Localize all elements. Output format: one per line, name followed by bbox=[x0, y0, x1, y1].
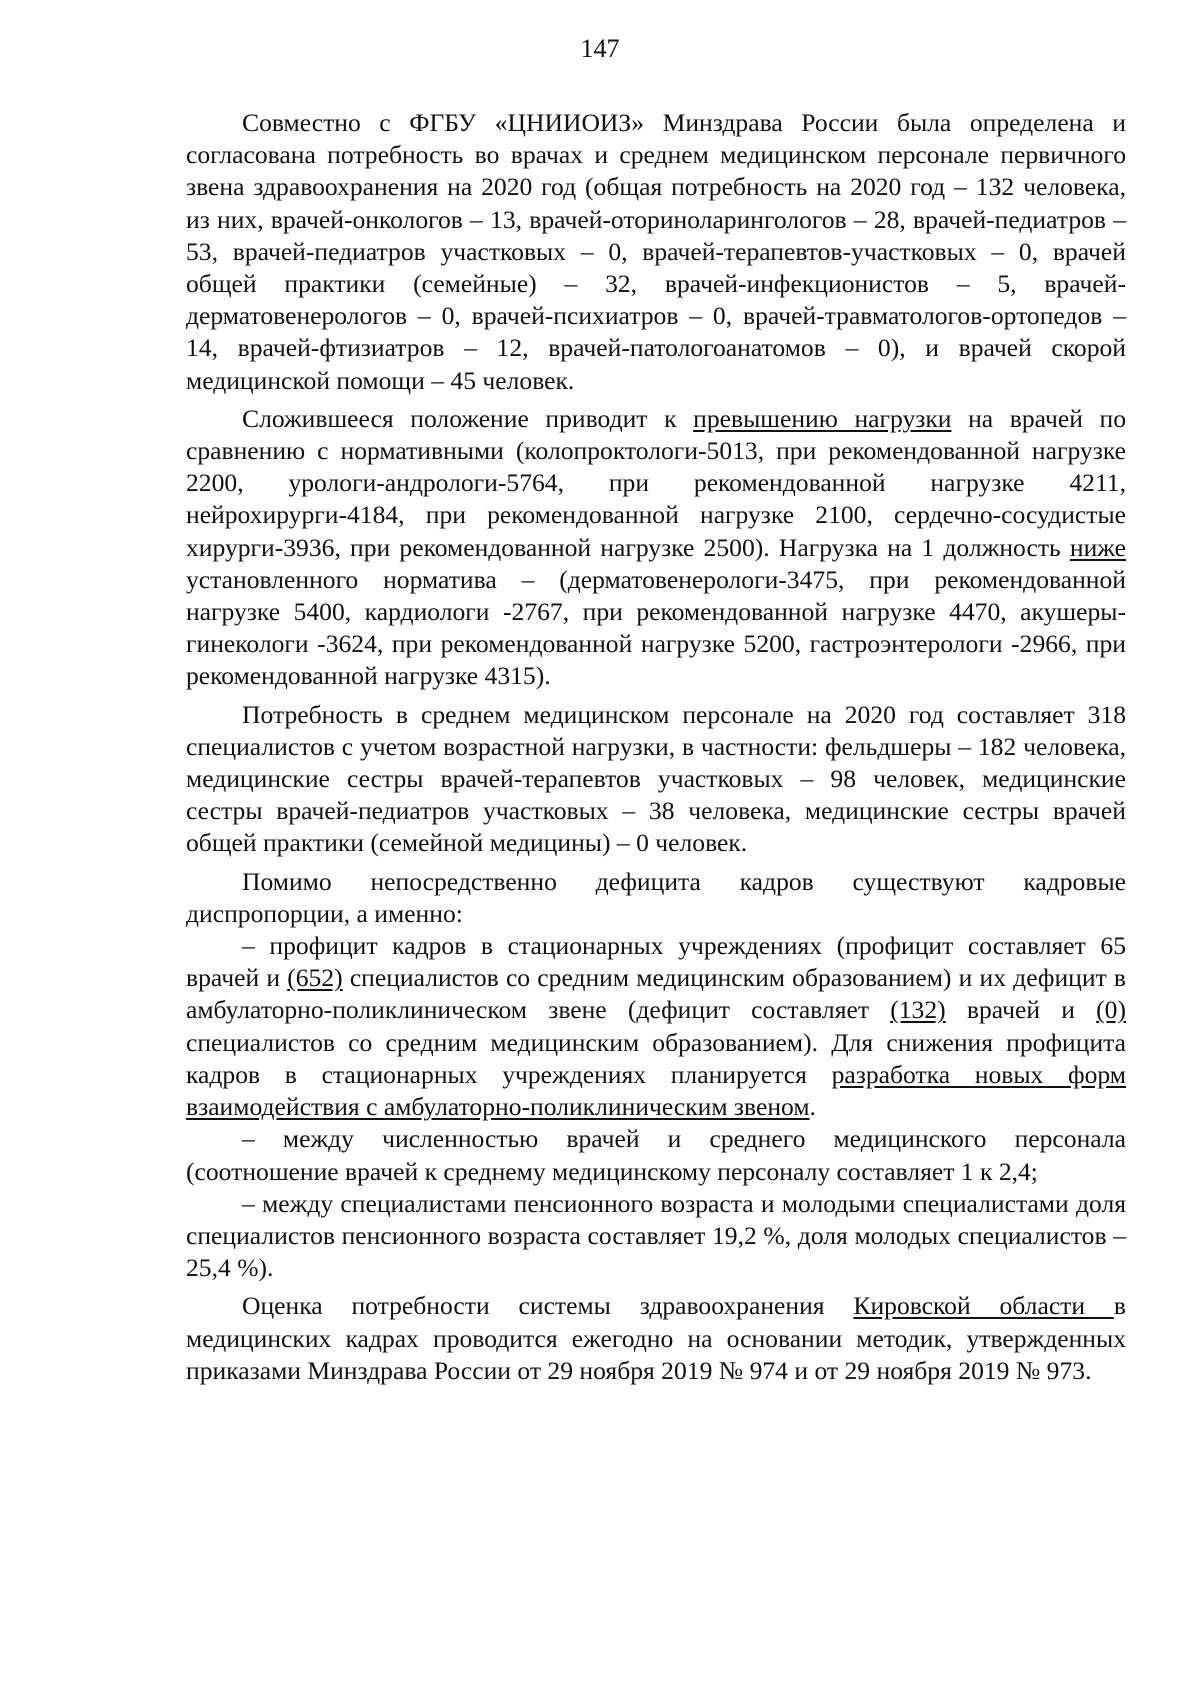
text-run: в медицинских кадрах проводится ежегодно на основании методик, утвержденных приказами Минздрава России от 29 ноября 2019 № 974 и от 29 ноября 2019 № 973. bbox=[186, 1291, 1126, 1385]
text-run: Потребность в среднем медицинском персонале на 2020 год составляет 318 специалистов с учетом возрастной нагрузки, в частности: фельдшеры – 182 человека, медицинские сестры врачей-терапевтов участковых – 98 человек, медицинские сестры врачей-педиатров участковых – 38 человека, медицинские сестры врачей общей практики (семейной медицины) – 0 человек. bbox=[186, 699, 1126, 858]
text-run: врачей и bbox=[945, 995, 1097, 1025]
underlined-text: разработка новых форм взаимодействия с амбулаторно-поликлиническим звеном bbox=[186, 1059, 1126, 1122]
paragraph bbox=[186, 930, 1126, 1123]
text-run: . bbox=[809, 1092, 816, 1122]
paragraph bbox=[186, 1188, 1126, 1285]
document-body bbox=[186, 107, 1126, 1387]
text-run: специалистов со средним медицинским образованием) и их дефицит в амбулаторно-поликлиническом звене (дефицит составляет bbox=[186, 963, 1126, 1025]
text-run: – между численностью врачей и среднего медицинского персонала (соотношение врачей к среднему медицинскому персоналу составляет 1 к 2,4; bbox=[186, 1124, 1126, 1186]
paragraph bbox=[186, 1290, 1126, 1387]
underlined-text: (132) bbox=[890, 995, 946, 1025]
text-run: установленного норматива – (дерматовенерологи-3475, при рекомендованной нагрузке 5400, кардиологи -2767, при рекомендованной нагрузке 4470, акушеры-гинекологи -3624, при рекомендованной нагрузке 5200, гастроэнтерологи -2966, при рекомендованной нагрузке 4315). bbox=[186, 564, 1126, 691]
text-run: на врачей по сравнению с нормативными (колопроктологи-5013, при рекомендованной нагрузке 2200, урологи-андрологи-5764, при рекомендованной нагрузке 4211, нейрохирурги-4184, при рекомендованной нагрузке 2100, сердечно-сосудистые хирурги-3936, при рекомендованной нагрузке 2500). Нагрузка на 1 должность bbox=[186, 403, 1126, 562]
underlined-text: Кировской области bbox=[853, 1291, 1114, 1321]
text-run: Помимо непосредственно дефицита кадров существуют кадровые диспропорции, а именно: bbox=[186, 866, 1126, 928]
text-run: специалистов со средним медицинским образованием). Для снижения профицита кадров в стационарных учреждениях планируется bbox=[186, 1027, 1126, 1089]
paragraph bbox=[186, 699, 1126, 860]
text-run: – профицит кадров в стационарных учреждениях (профицит составляет 65 врачей и bbox=[186, 931, 1126, 993]
paragraph bbox=[186, 107, 1126, 397]
page-number: 147 bbox=[580, 34, 620, 63]
underlined-text: превышению нагрузки bbox=[693, 403, 952, 433]
underlined-text: (0) bbox=[1096, 995, 1126, 1025]
text-run: – между специалистами пенсионного возраста и молодыми специалистами доля специалистов пенсионного возраста составляет 19,2 %, доля молодых специалистов – 25,4 %). bbox=[186, 1188, 1126, 1283]
paragraph bbox=[186, 403, 1126, 693]
text-run: Совместно с ФГБУ «ЦНИИОИЗ» Минздрава России была определена и согласована потребность во врачах и среднем медицинском персонале первичного звена здравоохранения на 2020 год (общая потребность на 2020 год – 132 человека, из них, врачей-онкологов – 13, врачей-оториноларингологов – 28, врачей-педиатров – 53, врачей-педиатров участковых – 0, врачей-терапевтов-участковых – 0, врачей общей практики (семейные) – 32, врачей-инфекционистов – 5, врачей-дерматовенерологов – 0, врачей-психиатров – 0, врачей-травматологов-ортопедов – 14, врачей-фтизиатров – 12, врачей-патологоанатомов – 0), и врачей скорой медицинской помощи – 45 человек. bbox=[186, 108, 1126, 395]
text-run: Оценка потребности системы здравоохранения bbox=[242, 1291, 854, 1321]
paragraph bbox=[186, 1123, 1126, 1187]
text-run: Сложившееся положение приводит к bbox=[242, 403, 694, 433]
underlined-text: (652) bbox=[287, 963, 343, 993]
paragraph bbox=[186, 866, 1126, 930]
underlined-text: ниже bbox=[1069, 532, 1126, 562]
